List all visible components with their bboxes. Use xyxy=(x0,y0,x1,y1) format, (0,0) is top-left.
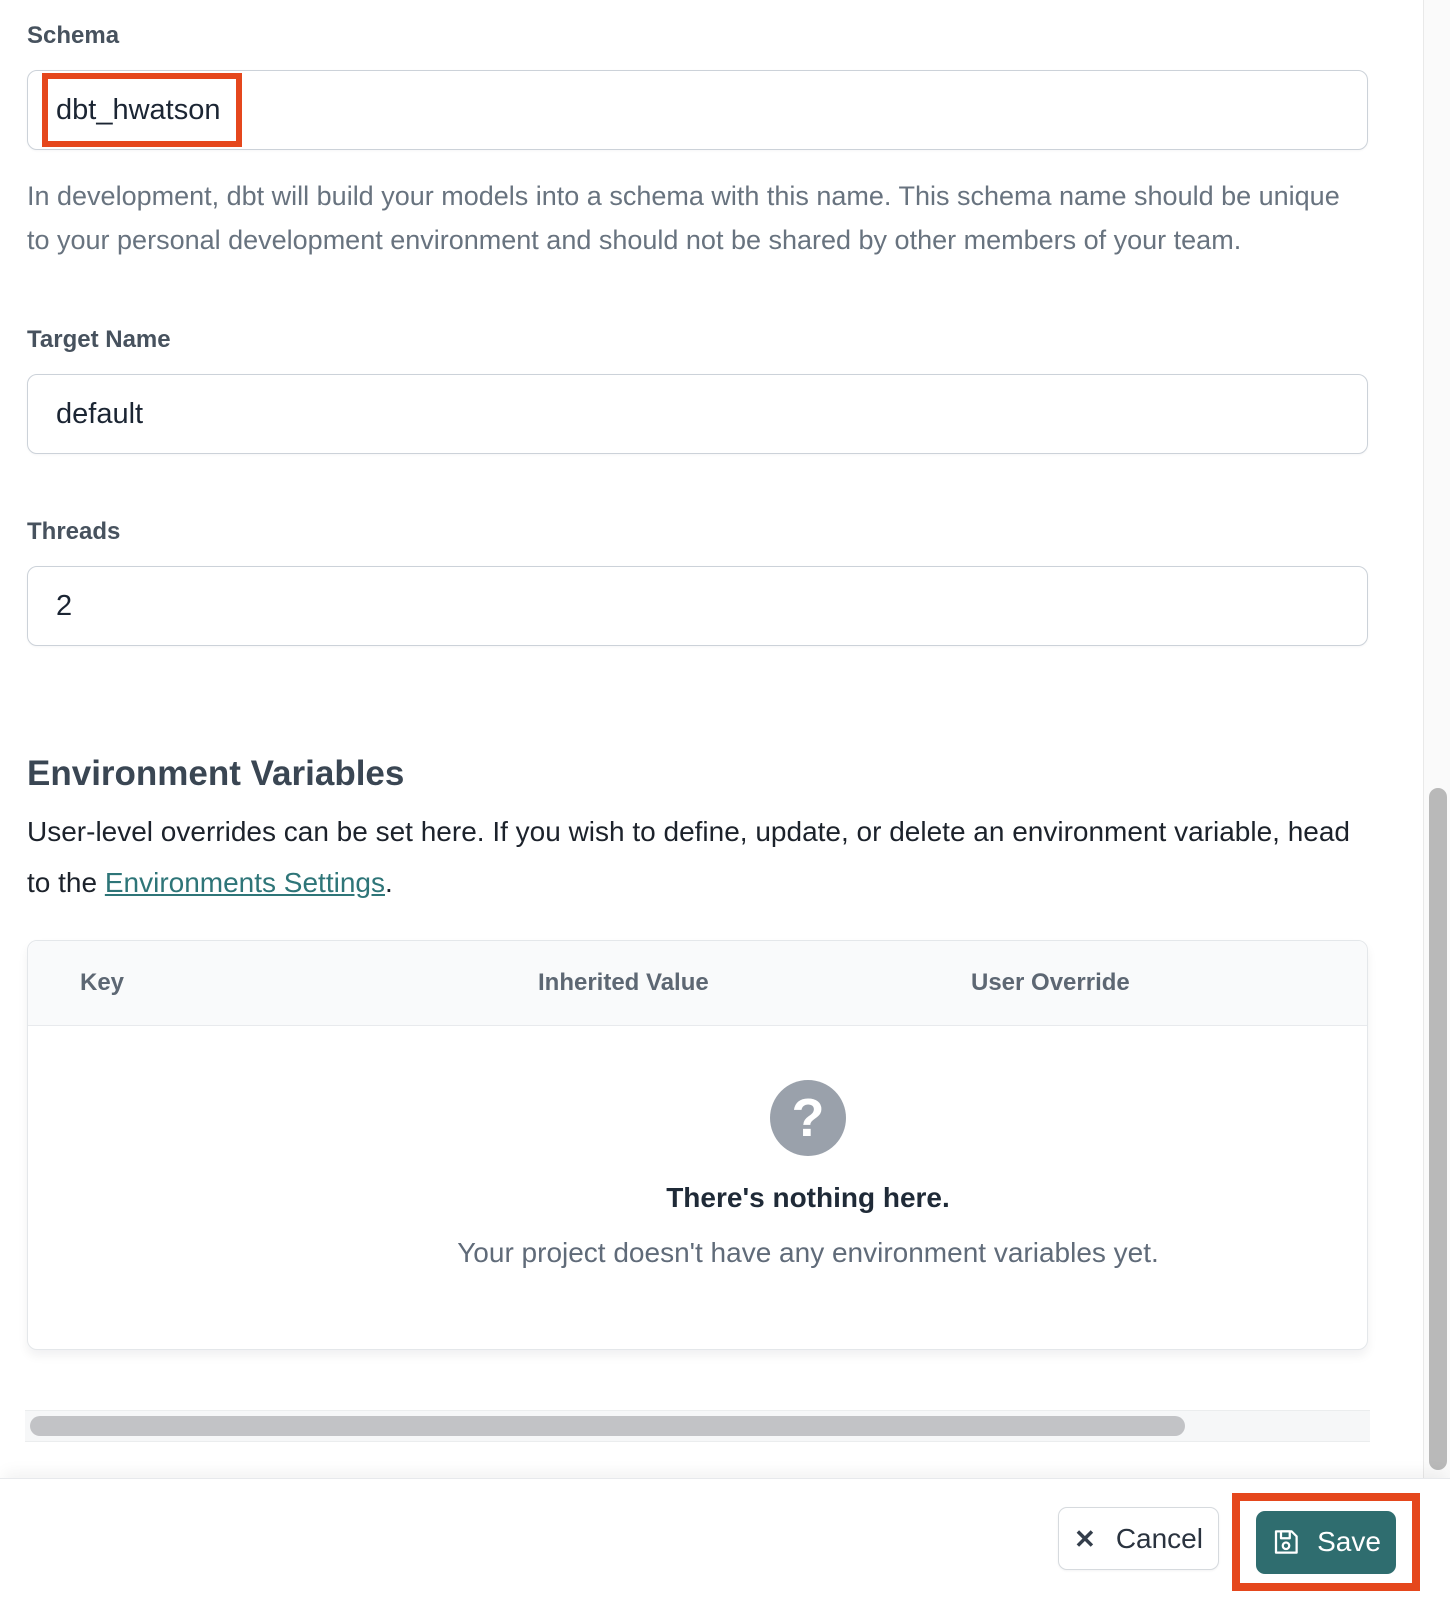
environment-variables-title: Environment Variables xyxy=(27,754,405,793)
empty-state-title: There's nothing here. xyxy=(666,1182,950,1213)
cancel-button[interactable] xyxy=(1058,1507,1219,1570)
spacer xyxy=(27,454,1368,518)
environment-variables-description xyxy=(27,806,1363,908)
column-header-user-override: User Override xyxy=(971,969,1130,996)
table-empty-state xyxy=(28,1026,1368,1269)
target-name-field-group xyxy=(27,326,1368,454)
save-annotation-highlight xyxy=(1232,1493,1420,1591)
environment-variables-table-inner xyxy=(28,941,1368,1269)
environments-settings-link[interactable]: Environments Settings xyxy=(104,867,385,898)
environment-variables-table xyxy=(27,940,1368,1350)
schema-input-wrap xyxy=(27,70,1368,150)
x-icon: ✕ xyxy=(1074,1523,1096,1554)
threads-label: Threads xyxy=(27,518,121,545)
save-button-label: Save xyxy=(1317,1526,1381,1557)
schema-input[interactable] xyxy=(27,70,1368,150)
save-button[interactable] xyxy=(1256,1511,1396,1574)
target-name-input[interactable] xyxy=(27,374,1368,454)
settings-form xyxy=(27,0,1368,1350)
column-header-inherited-value: Inherited Value xyxy=(538,969,709,996)
spacer xyxy=(27,646,1368,752)
schema-label: Schema xyxy=(27,22,120,49)
threads-input[interactable] xyxy=(27,566,1368,646)
threads-field-group xyxy=(27,518,1368,646)
horizontal-scrollbar-track xyxy=(25,1410,1370,1442)
schema-description: In development, dbt will build your models into a schema with this name. This schema name should be unique to your personal development environment and should not be shared by other members of your team. xyxy=(27,181,1340,255)
empty-state-subtitle: Your project doesn't have any environment variables yet. xyxy=(457,1237,1159,1268)
schema-field-group xyxy=(27,0,1368,262)
column-header-key: Key xyxy=(80,969,125,996)
target-name-label: Target Name xyxy=(27,326,171,353)
horizontal-scrollbar-thumb[interactable] xyxy=(30,1416,1185,1436)
vertical-scrollbar-thumb[interactable] xyxy=(1429,788,1447,1470)
cancel-button-label: Cancel xyxy=(1115,1522,1203,1554)
threads-input-wrap xyxy=(27,566,1368,646)
description-text-after-link: . xyxy=(384,867,393,898)
vertical-scrollbar-track xyxy=(1423,0,1450,1478)
question-circle-icon: ? xyxy=(770,1080,846,1156)
description-text-before-link: User-level overrides can be set here. If you wish to define, update, or delete an environment variable, head to the xyxy=(27,816,1350,898)
footer-action-bar xyxy=(0,1478,1450,1598)
table-header-row xyxy=(28,941,1368,1026)
target-name-input-wrap xyxy=(27,374,1368,454)
spacer xyxy=(27,262,1368,326)
floppy-disk-icon xyxy=(1271,1527,1301,1557)
